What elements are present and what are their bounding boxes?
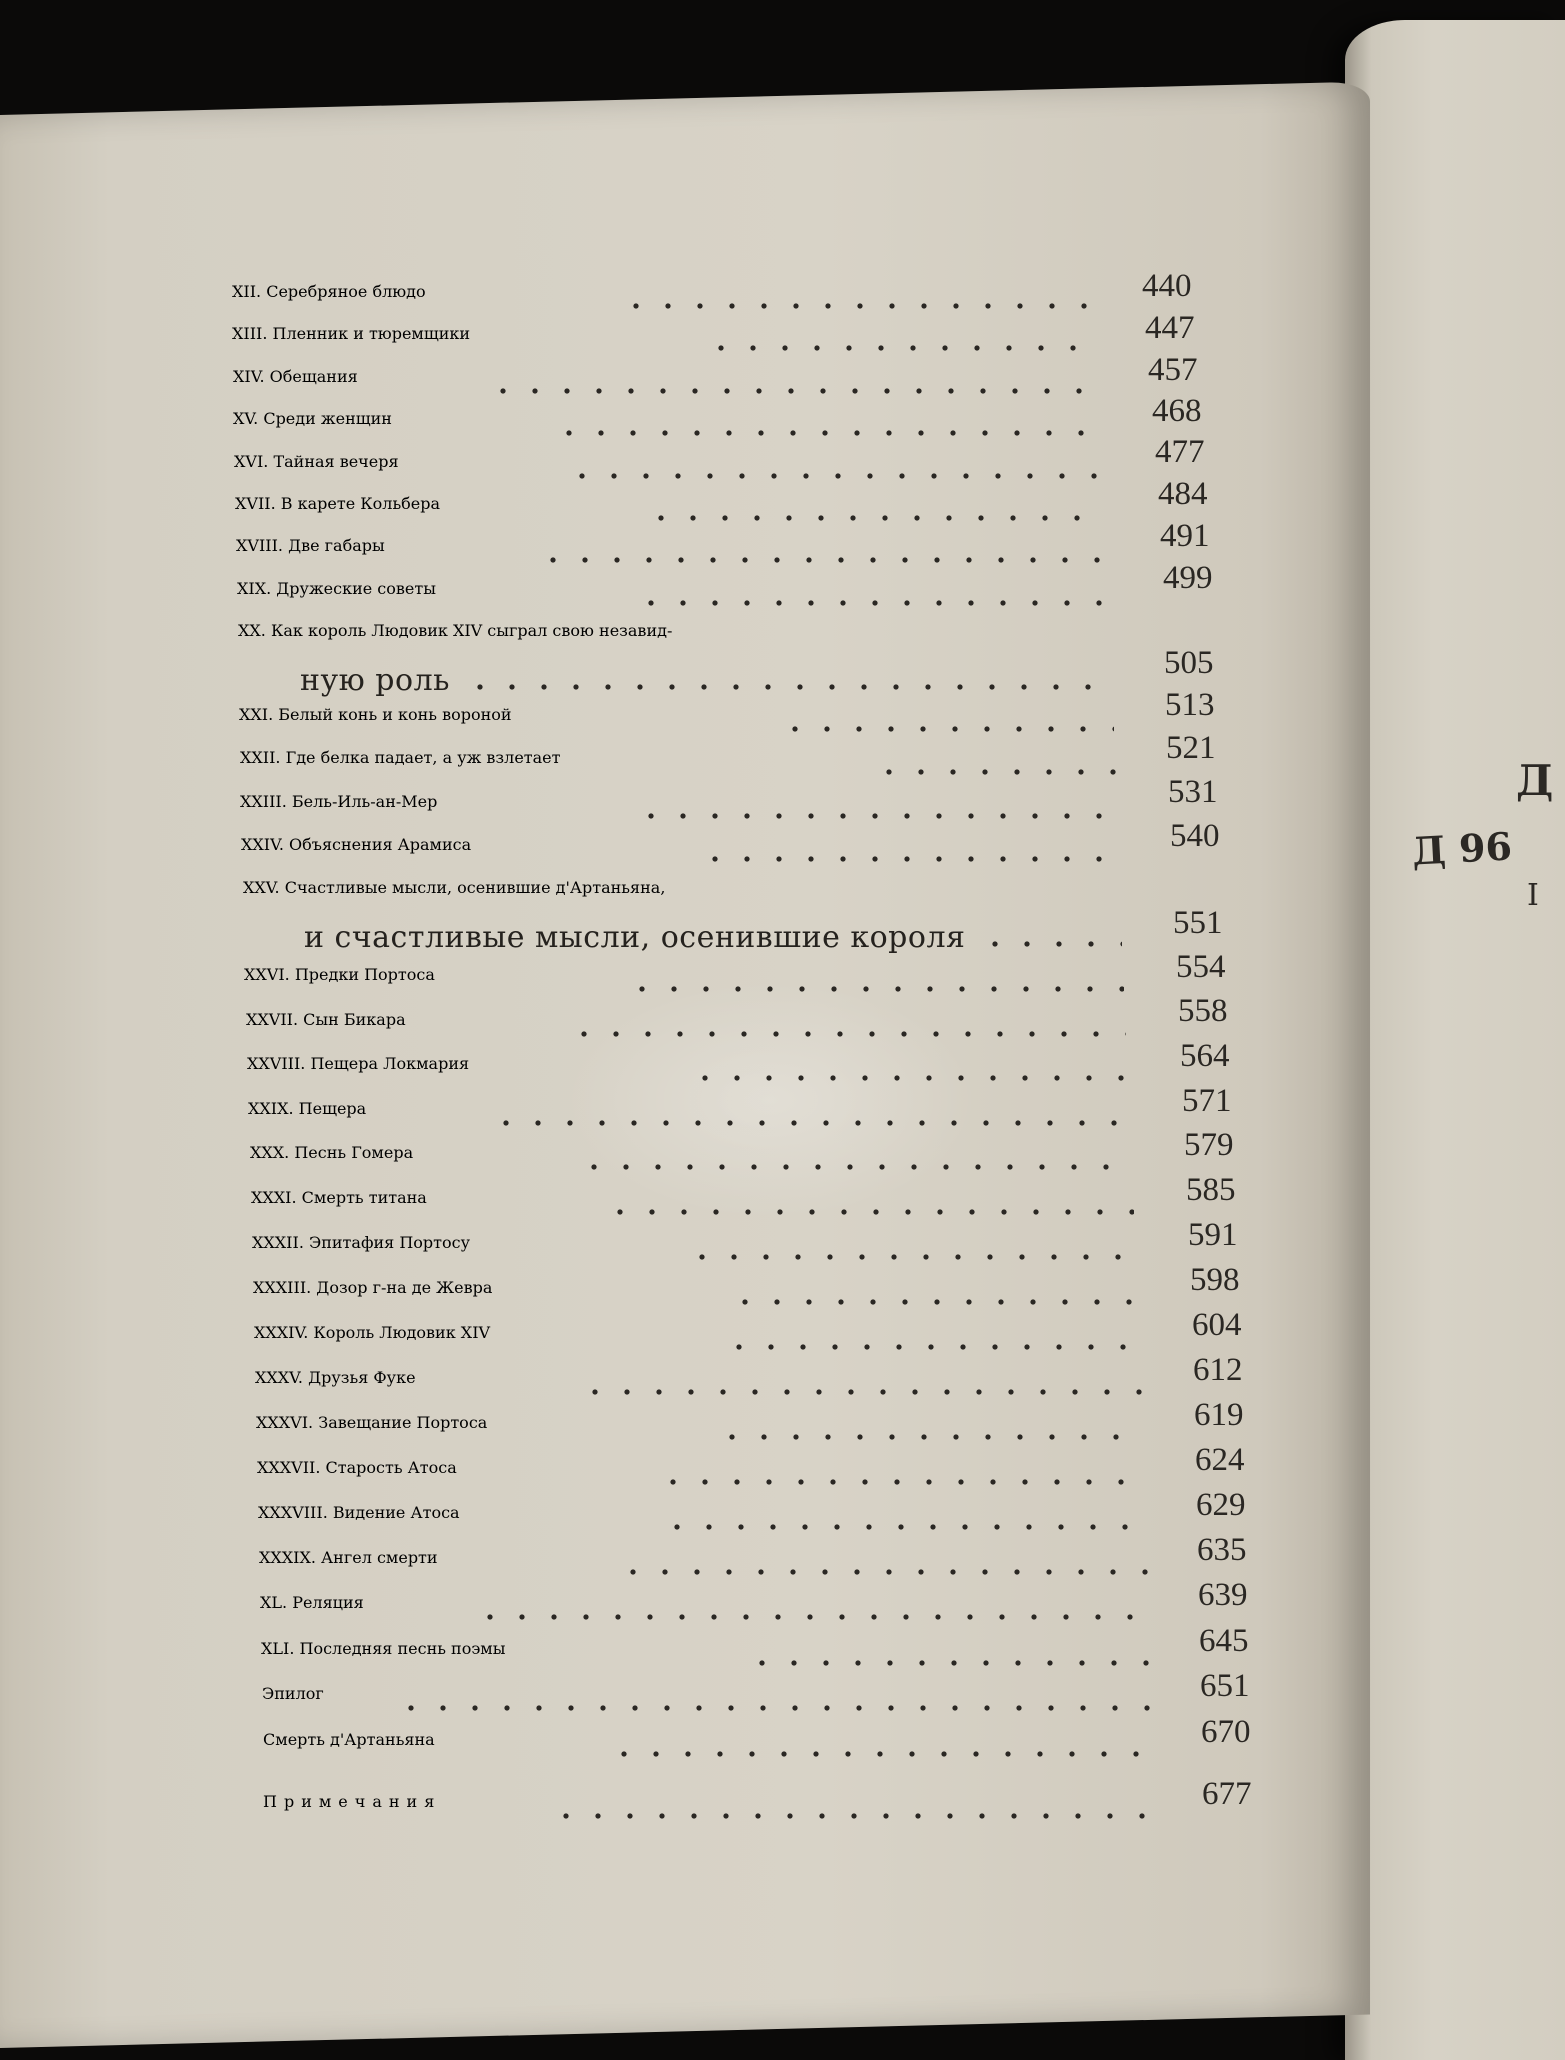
toc-entry-page-number: 629 [1196,1487,1246,1523]
toc-leader-dots [490,1099,1130,1135]
toc-entry-page-number: 477 [1155,434,1205,470]
toc-entry-title: XII. Серебряное блюдо [232,282,426,301]
toc-leader-dots [689,1054,1128,1090]
toc-leader-dots [705,324,1098,360]
toc-leader-dots [716,1413,1144,1449]
toc-entry-title: XXXVI. Завещание Портоса [256,1413,488,1432]
toc-entry-page-number: 513 [1165,687,1215,723]
toc-leader-dots [635,792,1118,828]
toc-leader-dots [395,1684,1156,1720]
toc-leader-dots [464,663,1112,699]
toc-leader-dots [723,1323,1140,1359]
toc-leader-dots [553,409,1102,445]
toc-entry-page-number: 564 [1180,1038,1230,1074]
toc-entry-title: XXX. Песнь Гомера [250,1143,414,1162]
toc-entry-page-number: 624 [1195,1442,1245,1478]
toc-entry-page-number: 499 [1163,560,1213,596]
toc-entry-title: XVI. Тайная вечеря [234,452,399,471]
toc-entry-page-number: 598 [1190,1262,1240,1298]
toc-leader-dots [779,705,1114,741]
toc-entry-title: XXV. Счастливые мысли, осенившие д'Артаньяна, [243,878,666,897]
toc-entry-title: XXXII. Эпитафия Портосу [252,1233,470,1252]
toc-entry-page-number: 619 [1194,1397,1244,1433]
toc-entry-title: Смерть д'Артаньяна [263,1730,435,1749]
toc-entry-page-number: 645 [1199,1623,1249,1659]
toc-entry-page-number: 521 [1166,730,1216,766]
toc-leader-dots [979,920,1122,956]
toc-entry-page-number: 670 [1201,1714,1251,1750]
toc-leader-dots [635,579,1110,615]
toc-entry-title: XXI. Белый конь и конь вороной [239,705,512,724]
toc-entry-title: XXXI. Смерть титана [251,1188,427,1207]
toc-entry-page-number: 505 [1164,645,1214,681]
toc-entry-page-number: 491 [1160,518,1210,554]
toc-entry-title: XXVII. Сын Бикара [246,1010,406,1029]
toc-leader-dots [873,748,1116,784]
toc-entry-title: XXVIII. Пещера Локмария [247,1054,470,1073]
toc-entry-page-number: 551 [1173,905,1223,941]
toc-leader-dots [729,1278,1138,1314]
toc-entry-title: XXXIX. Ангел смерти [259,1548,438,1567]
toc-entry-page-number: 579 [1184,1127,1234,1163]
toc-leader-dots [579,1368,1142,1404]
toc-leader-dots [568,1010,1126,1046]
toc-entry-title: XXXV. Друзья Фуке [255,1368,416,1387]
toc-entry-page-number: 484 [1158,476,1208,512]
toc-leader-dots [487,367,1100,403]
toc-entry-title: XL. Реляция [260,1593,364,1612]
toc-entry-page-number: 612 [1193,1352,1243,1388]
toc-leader-dots [699,835,1120,871]
toc-entry-title: XXXIII. Дозор г-на де Жевра [253,1278,493,1297]
toc-entry-page-number: 447 [1145,310,1195,346]
toc-leader-dots [537,536,1108,572]
toc-entry-title: XXIII. Бель-Иль-ан-Мер [240,792,438,811]
toc-entry-page-number: 677 [1202,1776,1252,1812]
next-page-fragment-top: Д [1516,756,1554,805]
toc-entry-title: XX. Как король Людовик XIV сыграл свою незавид- [238,621,673,640]
toc-entry-title: XXXVII. Старость Атоса [257,1458,457,1477]
toc-entry-title: XV. Среди женщин [233,409,392,428]
toc-entry-title: XXIV. Объяснения Арамиса [241,835,472,854]
toc-leader-dots [550,1792,1160,1828]
toc-entry-page-number: 585 [1186,1172,1236,1208]
toc-leader-dots [686,1233,1136,1269]
toc-leader-dots [746,1639,1154,1675]
toc-leader-dots [604,1188,1134,1224]
next-page-fragment-bottom: I [1527,878,1539,913]
toc-entry-page-number: 558 [1178,993,1228,1029]
toc-entry-title: XIX. Дружеские советы [237,579,436,598]
toc-entry-title-continuation: ную роль [300,663,450,698]
toc-leader-dots [661,1503,1148,1539]
toc-leader-dots [578,1143,1132,1179]
toc-entry-title: XXXIV. Король Людовик XIV [254,1323,491,1342]
toc-entry-title: XVIII. Две габары [236,536,385,555]
toc-entry-page-number: 468 [1152,393,1202,429]
toc-entry-title: XXVI. Предки Портоса [244,965,435,984]
toc-entry-title: XLI. Последняя песнь поэмы [261,1639,506,1658]
toc-entry-page-number: 554 [1176,949,1226,985]
toc-entry-page-number: 440 [1142,268,1192,304]
toc-entry-page-number: 635 [1197,1532,1247,1568]
toc-entry-title: XVII. В карете Кольбера [235,494,441,513]
toc-entry-title-continuation: и счастливые мысли, осенившие короля [304,920,966,955]
toc-entry-title: Эпилог [262,1684,324,1703]
toc-entry-page-number: 604 [1192,1307,1242,1343]
toc-leader-dots [620,282,1098,318]
toc-leader-dots [566,452,1104,488]
toc-entry-title: Примечания [263,1792,442,1811]
toc-entry-title: XXIX. Пещера [248,1099,367,1118]
toc-entry-page-number: 651 [1200,1668,1250,1704]
toc-leader-dots [474,1593,1152,1629]
toc-leader-dots [645,494,1106,530]
toc-entry-title: XXII. Где белка падает, а уж взлетает [240,748,561,767]
toc-leader-dots [626,965,1124,1001]
toc-entry-page-number: 639 [1198,1577,1248,1613]
toc-entry-page-number: 531 [1168,774,1218,810]
toc-entry-page-number: 540 [1170,818,1220,854]
toc-leader-dots [657,1458,1146,1494]
toc-leader-dots [608,1730,1158,1766]
toc-entry-page-number: 457 [1148,352,1198,388]
next-page-code: Д 96 [1410,823,1514,874]
toc-entry-title: XXXVIII. Видение Атоса [258,1503,460,1522]
toc-leader-dots [617,1548,1150,1584]
toc-entry-title: XIII. Пленник и тюремщики [232,324,471,343]
toc-entry-title: XIV. Обещания [233,367,358,386]
toc-entry-page-number: 571 [1182,1083,1232,1119]
toc-entry-page-number: 591 [1188,1217,1238,1253]
